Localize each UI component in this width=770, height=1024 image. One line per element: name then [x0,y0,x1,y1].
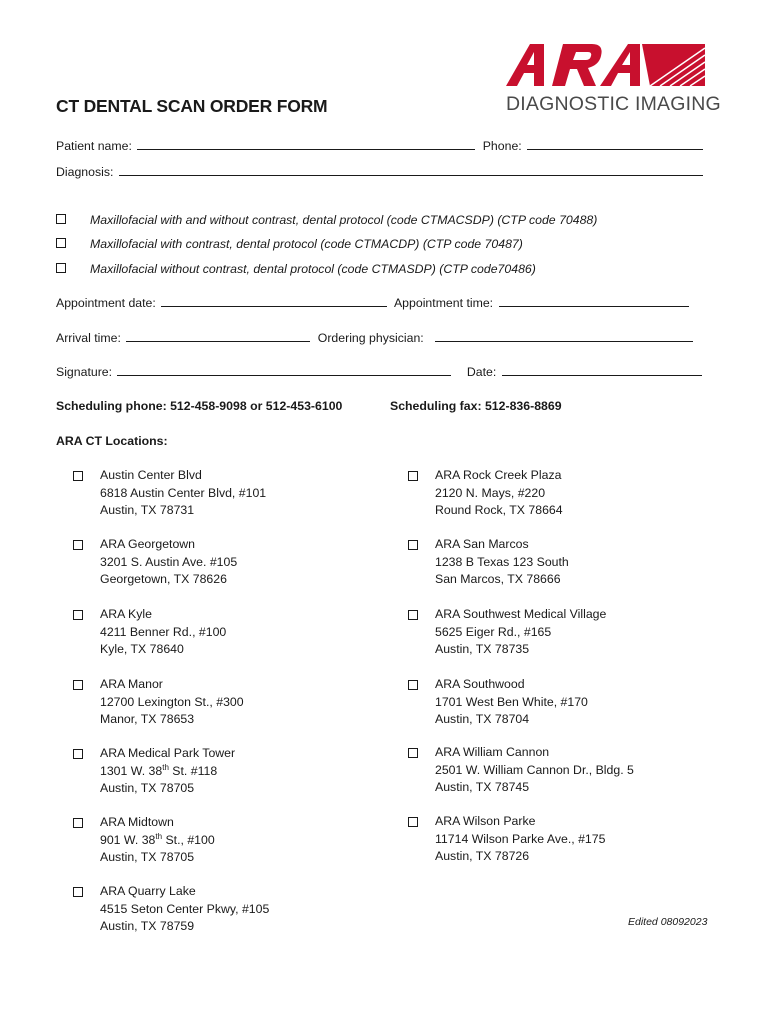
location-street: 1238 B Texas 123 South [435,554,569,569]
location-city: Austin, TX 78759 [100,919,195,933]
location-city: Austin, TX 78745 [435,780,530,794]
location-checkbox[interactable] [408,817,418,827]
signature-label: Signature: [56,365,113,379]
option-checkbox[interactable] [56,238,66,248]
location-name: ARA Rock Creek Plaza [435,468,562,482]
location-checkbox[interactable] [73,887,83,897]
location-checkbox[interactable] [408,610,418,620]
location-checkbox[interactable] [73,818,83,828]
location-city: Austin, TX 78704 [435,712,530,726]
date-label: Date: [466,365,497,379]
option-label: Maxillofacial with contrast, dental protocol (code CTMACDP) (CTP code 70487) [90,237,523,251]
location-name: ARA Southwest Medical Village [435,607,607,621]
option-checkbox[interactable] [56,263,66,273]
patient-name-row [56,138,707,153]
location-city: Manor, TX 78653 [100,712,195,726]
location-street: 4515 Seton Center Pkwy, #105 [100,901,270,916]
page-title: CT DENTAL SCAN ORDER FORM [56,96,328,116]
location-checkbox[interactable] [73,749,83,759]
location-item [73,745,373,799]
location-street: 12700 Lexington St., #300 [100,694,244,709]
location-checkbox[interactable] [408,680,418,690]
appointment-date-field[interactable] [161,295,387,307]
location-street: 5625 Eiger Rd., #165 [435,624,552,639]
location-city: San Marcos, TX 78666 [435,572,561,586]
location-item [73,606,373,660]
arrival-time-label: Arrival time: [56,331,121,345]
location-name: ARA Georgetown [100,537,196,551]
arrival-row [56,330,697,345]
location-checkbox[interactable] [408,471,418,481]
location-item [408,676,708,730]
location-street: 11714 Wilson Parke Ave., #175 [435,831,606,846]
location-street: 4211 Benner Rd., #100 [100,624,227,639]
location-city: Round Rock, TX 78664 [435,503,563,517]
location-city: Georgetown, TX 78626 [100,572,227,586]
appointment-row [56,295,693,310]
patient-name-field[interactable] [137,138,475,150]
location-city: Austin, TX 78705 [100,781,195,795]
location-checkbox[interactable] [408,748,418,758]
location-item [73,536,373,590]
location-checkbox[interactable] [73,471,83,481]
location-name: ARA Southwood [435,677,525,691]
location-item [408,536,708,590]
location-item [408,744,708,798]
phone-label: Phone: [482,139,522,153]
location-city: Austin, TX 78726 [435,849,530,863]
location-item [408,606,708,660]
location-checkbox[interactable] [73,680,83,690]
appointment-time-label: Appointment time: [393,296,494,310]
appointment-date-label: Appointment date: [56,296,156,310]
location-city: Austin, TX 78731 [100,503,195,517]
location-name: ARA Midtown [100,815,174,829]
ordering-physician-label: Ordering physician: [317,331,424,345]
location-item [73,467,373,521]
logo-subtitle: DIAGNOSTIC IMAGING [506,93,721,115]
location-name: Austin Center Blvd [100,468,202,482]
ordering-physician-field[interactable] [435,330,693,342]
date-field[interactable] [502,364,702,376]
edited-note: Edited 08092023 [628,916,708,928]
location-item [408,813,708,867]
location-name: ARA Wilson Parke [435,814,536,828]
location-name: ARA William Cannon [435,745,550,759]
location-item [73,814,373,868]
option-checkbox[interactable] [56,214,66,224]
location-street: 3201 S. Austin Ave. #105 [100,554,238,569]
appointment-time-field[interactable] [499,295,689,307]
location-name: ARA Medical Park Tower [100,746,236,760]
phone-field[interactable] [527,138,703,150]
scheduling-phone: Scheduling phone: 512-458-9098 or 512-453-6100 [56,399,343,413]
location-street: 2120 N. Mays, #220 [435,485,546,500]
option-label: Maxillofacial without contrast, dental protocol (code CTMASDP) (CTP code70486) [90,262,536,276]
location-item [73,883,373,937]
location-name: ARA Manor [100,677,163,691]
location-checkbox[interactable] [73,610,83,620]
signature-field[interactable] [117,364,451,376]
location-city: Kyle, TX 78640 [100,642,184,656]
locations-heading: ARA CT Locations: [56,434,168,448]
diagnosis-field[interactable] [119,164,703,176]
location-city: Austin, TX 78735 [435,642,530,656]
location-name: ARA Quarry Lake [100,884,196,898]
signature-row [56,364,706,379]
arrival-time-field[interactable] [126,330,310,342]
location-street: 1301 W. 38th St. #118 [100,762,218,778]
scheduling-fax: Scheduling fax: 512-836-8869 [390,399,562,413]
location-name: ARA San Marcos [435,537,529,551]
diagnosis-label: Diagnosis: [56,165,114,179]
patient-name-label: Patient name: [56,139,132,153]
location-street: 1701 West Ben White, #170 [435,694,588,709]
location-street: 2501 W. William Cannon Dr., Bldg. 5 [435,762,634,777]
location-street: 901 W. 38th St., #100 [100,831,215,847]
location-city: Austin, TX 78705 [100,850,195,864]
location-checkbox[interactable] [408,540,418,550]
option-label: Maxillofacial with and without contrast, dental protocol (code CTMACSDP) (CTP code 70488) [90,213,598,227]
diagnosis-row [56,164,707,179]
location-name: ARA Kyle [100,607,152,621]
location-item [73,676,373,730]
location-checkbox[interactable] [73,540,83,550]
location-item [408,467,708,521]
location-street: 6818 Austin Center Blvd, #101 [100,485,267,500]
